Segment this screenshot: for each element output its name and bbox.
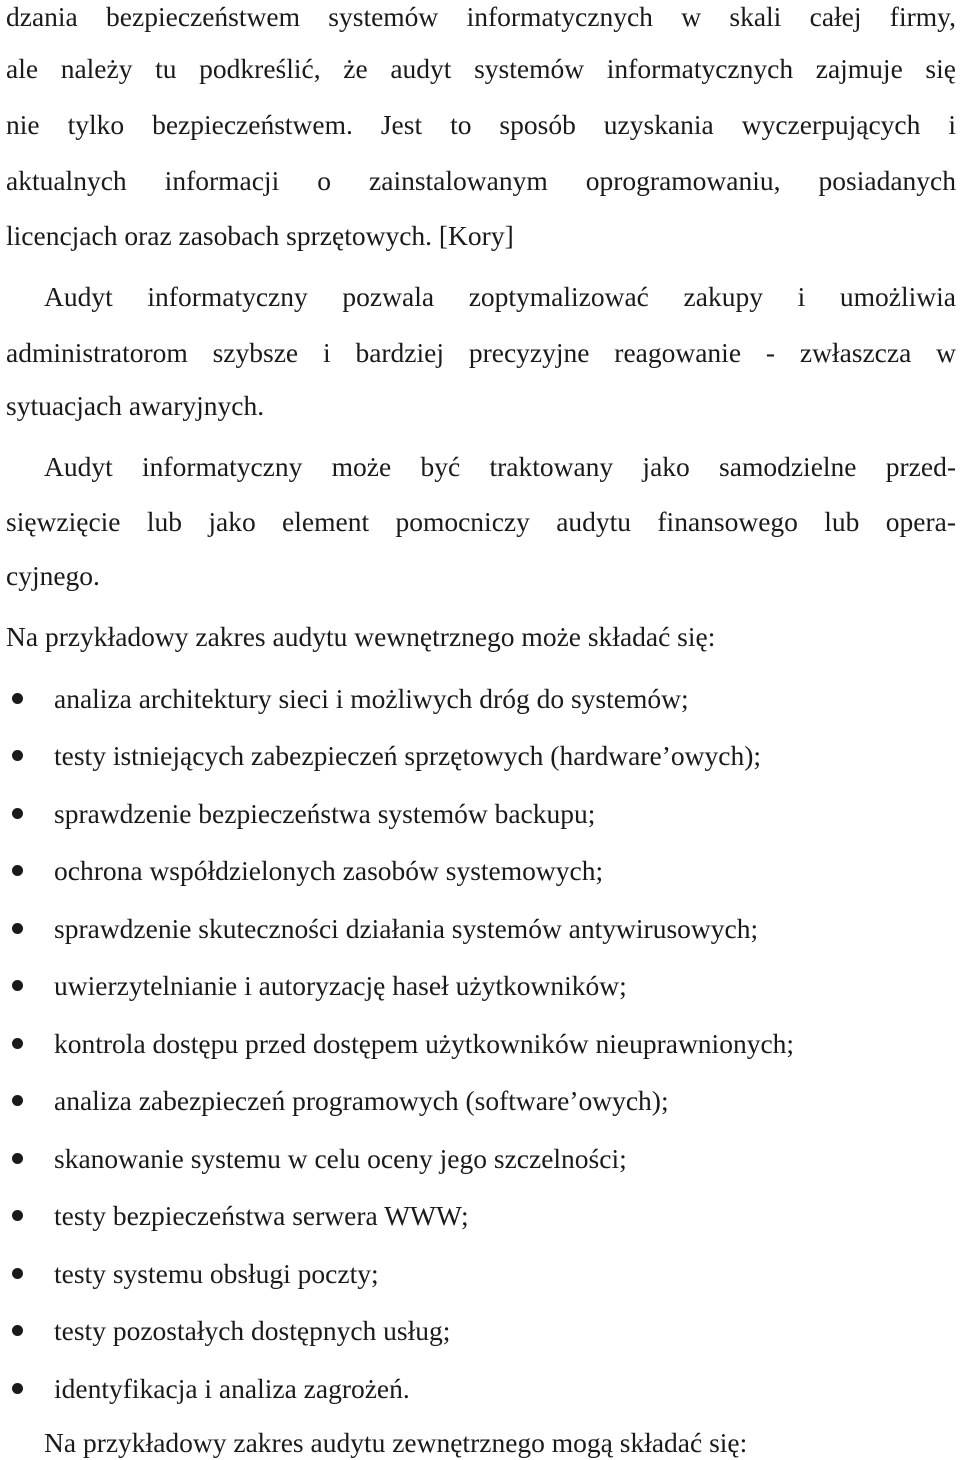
list-item-text: testy istniejących zabezpieczeń sprzętowych (hardware’owych); [54, 740, 762, 771]
bullet-icon [12, 923, 23, 934]
bullet-icon [12, 750, 23, 761]
bullet-icon [12, 865, 23, 876]
list-item [0, 1142, 960, 1176]
list-item-text: ochrona współdzielonych zasobów systemowych; [54, 855, 604, 886]
bullet-icon [12, 1095, 23, 1106]
paragraph-line: licencjach oraz zasobach sprzętowych. [Kory] [6, 220, 514, 251]
list-item-text: analiza architektury sieci i możliwych dróg do systemów; [54, 683, 689, 714]
list-item [0, 1372, 960, 1406]
list-item-text: testy bezpieczeństwa serwera WWW; [54, 1200, 469, 1231]
paragraph-line: administratorom szybsze i bardziej precyzyjne reagowanie - zwłaszcza w [6, 337, 956, 368]
list-item-text: analiza zabezpieczeń programowych (software’owych); [54, 1085, 669, 1116]
list-item-text: uwierzytelnianie i autoryzację haseł użytkowników; [54, 970, 627, 1001]
list-item-text: kontrola dostępu przed dostępem użytkowników nieuprawnionych; [54, 1028, 795, 1059]
paragraph-line: Audyt informatyczny pozwala zoptymalizować zakupy i umożliwia [44, 281, 956, 312]
external-audit-intro: Na przykładowy zakres audytu zewnętrznego mogą składać się: [44, 1427, 748, 1458]
bullet-icon [12, 1210, 23, 1221]
list-item [0, 969, 960, 1003]
list-item-text: identyfikacja i analiza zagrożeń. [54, 1373, 410, 1404]
paragraph-line: ale należy tu podkreślić, że audyt systemów informatycznych zajmuje się [6, 53, 956, 84]
list-item [0, 854, 960, 888]
bullet-icon [12, 1268, 23, 1279]
bullet-icon [12, 1325, 23, 1336]
list-item [0, 797, 960, 831]
list-item-text: skanowanie systemu w celu oceny jego szczelności; [54, 1143, 627, 1174]
list-item [0, 682, 960, 716]
paragraph-line: aktualnych informacji o zainstalowanym oprogramowaniu, posiadanych [6, 165, 956, 196]
internal-audit-intro: Na przykładowy zakres audytu wewnętrznego może składać się: [6, 621, 716, 652]
paragraph-line: cyjnego. [6, 560, 100, 591]
list-item [0, 1027, 960, 1061]
paragraph-line: nie tylko bezpieczeństwem. Jest to sposób uzyskania wyczerpujących i [6, 109, 956, 140]
list-item-text: sprawdzenie skuteczności działania systemów antywirusowych; [54, 913, 759, 944]
list-item-text: sprawdzenie bezpieczeństwa systemów backupu; [54, 798, 596, 829]
bullet-icon [12, 980, 23, 991]
paragraph-line: sięwzięcie lub jako element pomocniczy audytu finansowego lub opera- [6, 506, 956, 537]
list-item [0, 912, 960, 946]
list-item [0, 1084, 960, 1118]
bullet-icon [12, 1383, 23, 1394]
bullet-icon [12, 1038, 23, 1049]
list-item [0, 1199, 960, 1233]
list-item [0, 739, 960, 773]
bullet-icon [12, 808, 23, 819]
bullet-icon [12, 1153, 23, 1164]
paragraph-line: Audyt informatyczny może być traktowany jako samodzielne przed- [44, 451, 956, 482]
paragraph-line: sytuacjach awaryjnych. [6, 390, 265, 421]
paragraph-line: dzania bezpieczeństwem systemów informatycznych w skali całej firmy, [6, 1, 956, 32]
bullet-icon [12, 693, 23, 704]
list-item-text: testy pozostałych dostępnych usług; [54, 1315, 451, 1346]
list-item [0, 1257, 960, 1291]
list-item-text: testy systemu obsługi poczty; [54, 1258, 379, 1289]
list-item [0, 1314, 960, 1348]
